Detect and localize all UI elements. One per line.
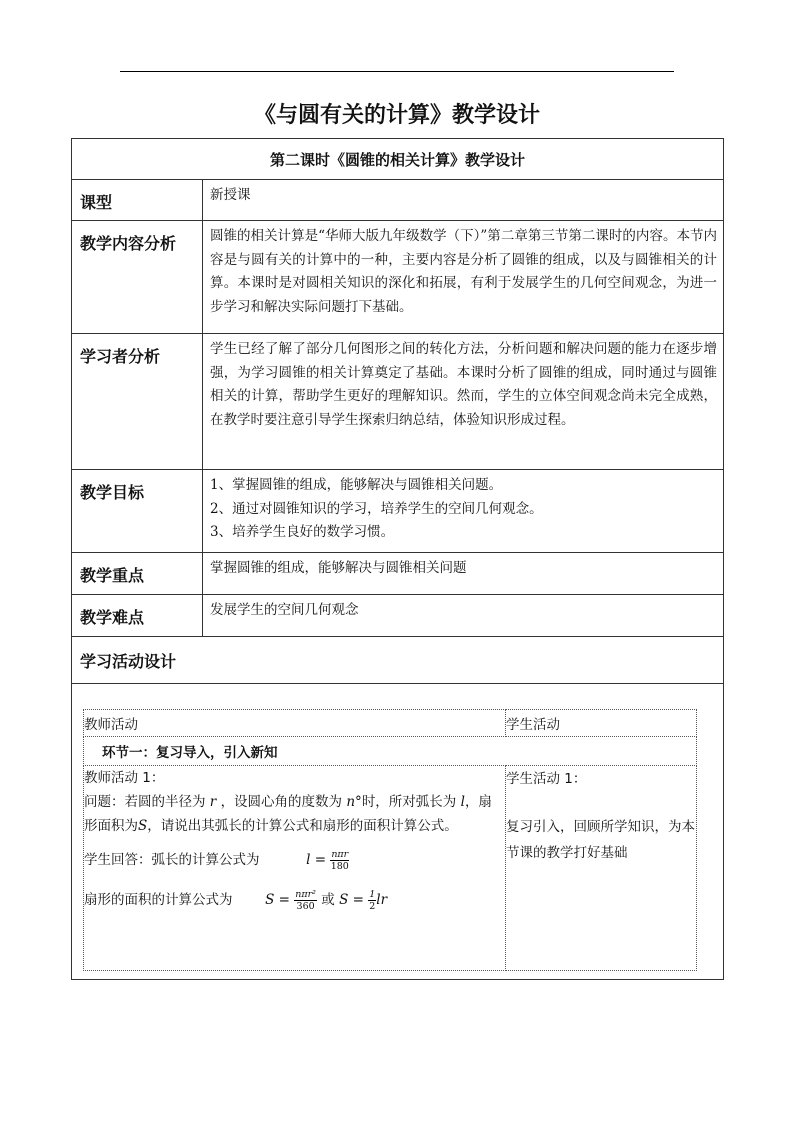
objective-item: 1、掌握圆锥的组成，能够解决与圆锥相关问题。 xyxy=(210,477,503,493)
area-fraction xyxy=(294,889,317,912)
fraction-numerator: nπr xyxy=(331,849,349,860)
question-text: ，请说出其弧长的计算公式和扇形的面积计算公式。 xyxy=(147,818,458,834)
objective-item: 2、通过对圆锥知识的学习，培养学生的空间几何观念。 xyxy=(210,500,543,517)
teacher-activity-title: 教师活动 1： xyxy=(84,770,165,786)
student-activity-title: 学生活动 1： xyxy=(506,771,587,787)
row-label-key-points: 教学重点 xyxy=(72,553,203,595)
learner-analysis-text: 学生已经了解了部分几何图形之间的转化方法，分析问题和解决问题的能力在逐步增强，为学习圆锥的相关计算奠定了基础。本课时分析了圆锥的组成，同时通过与圆锥相关的计算，帮助学生更好的理解知识。然而，学生的立体空间观念尚未完全成熟，在教学时要注意引导学生探索归纳总结，体验知识形成过程。 xyxy=(210,341,717,428)
arc-fraction xyxy=(330,849,349,872)
fraction-numerator: 1 xyxy=(369,889,376,900)
var-n: n° xyxy=(346,794,362,810)
question-text: 问题：若圆的半径为 xyxy=(84,794,206,810)
or-text: 或 xyxy=(321,892,335,908)
row-label-difficulties: 教学难点 xyxy=(72,595,203,637)
difficulties-text: 发展学生的空间几何观念 xyxy=(210,602,359,618)
lesson-plan-table xyxy=(71,138,724,980)
col-header-student: 学生活动 xyxy=(506,710,697,737)
activity-design-label: 学习活动设计 xyxy=(72,637,724,684)
activity-design-body xyxy=(72,684,724,980)
row-label-content-analysis: 教学内容分析 xyxy=(72,221,203,334)
key-points-text: 掌握圆锥的组成，能够解决与圆锥相关问题 xyxy=(210,560,467,576)
var-l: l xyxy=(460,794,465,810)
formula-lhs: l = xyxy=(306,852,327,868)
answer-text: 扇形的面积的计算公式为 xyxy=(84,892,233,908)
student-activity-text: 复习引入，回顾所学知识，为本节课的教学打好基础 xyxy=(506,819,695,861)
row-value-type xyxy=(203,180,724,221)
formula-tail: lr xyxy=(376,892,388,908)
header-rule xyxy=(120,71,674,72)
question-text: 时，所对弧长为 xyxy=(361,794,457,810)
row-label-learner-analysis: 学习者分析 xyxy=(72,334,203,470)
row-value-difficulties xyxy=(203,595,724,637)
var-s: S xyxy=(138,818,148,834)
formula-lhs: S = xyxy=(265,892,290,908)
row-value-content-analysis xyxy=(203,221,724,334)
activity-table xyxy=(83,709,697,971)
fraction-denominator: 2 xyxy=(369,901,376,912)
row-label-objectives: 教学目标 xyxy=(72,470,203,553)
teacher-question xyxy=(84,790,505,838)
fraction-denominator: 360 xyxy=(296,901,315,912)
fraction-numerator: nπr² xyxy=(295,889,316,900)
row-value-objectives xyxy=(203,470,724,553)
formula-lhs: S = xyxy=(339,892,364,908)
row-value-key-points xyxy=(203,553,724,595)
arc-length-answer xyxy=(84,848,505,872)
col-header-teacher: 教师活动 xyxy=(84,710,506,737)
type-text: 新授课 xyxy=(210,187,251,203)
row-value-learner-analysis xyxy=(203,334,724,470)
content-analysis-text: 圆锥的相关计算是“华师大版九年级数学（下）”第二章第三节第二课时的内容。本节内容是与圆有关的计算中的一种，主要内容是分析了圆锥的组成，以及与圆锥相关的计算。本课时是对圆相关知识的深化和拓展，有利于发展学生的几何空间观念，为进一步学习和解决实际问题打下基础。 xyxy=(210,228,717,315)
section-heading: 环节一：复习导入，引入新知 xyxy=(84,737,697,766)
lesson-subtitle: 第二课时《圆锥的相关计算》教学设计 xyxy=(72,139,724,180)
teacher-activity-cell xyxy=(84,766,506,971)
document-title: 《与圆有关的计算》教学设计 xyxy=(253,103,540,128)
student-activity-cell xyxy=(506,766,697,971)
objective-item: 3、培养学生良好的数学习惯。 xyxy=(210,524,395,540)
fraction-denominator: 180 xyxy=(330,861,349,872)
question-text: ，设圆心角的度数为 xyxy=(220,794,343,810)
answer-text: 学生回答：弧长的计算公式为 xyxy=(84,852,260,868)
row-label-type: 课型 xyxy=(72,180,203,221)
var-r: r xyxy=(209,794,217,810)
question-text: ，扇形面积为 xyxy=(84,794,492,834)
sector-area-answer xyxy=(84,888,505,912)
